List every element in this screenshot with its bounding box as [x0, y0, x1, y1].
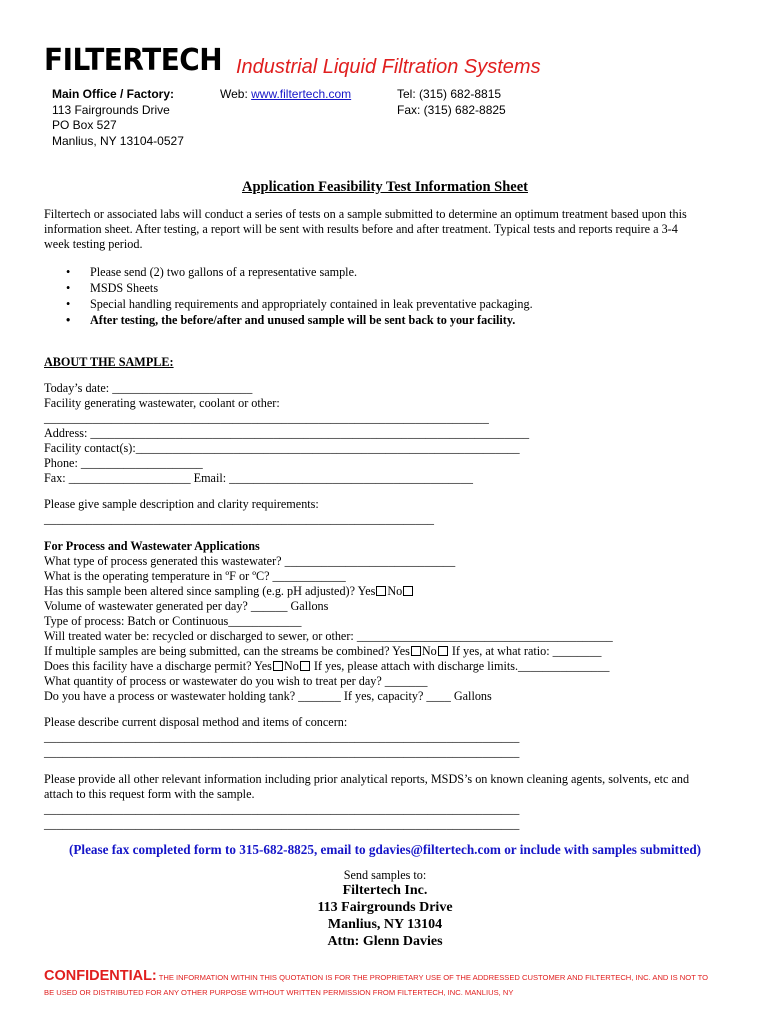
page-title: Application Feasibility Test Information Sheet — [242, 179, 528, 195]
sample-description-field[interactable]: ________________________________________________________________ — [44, 512, 434, 526]
other-info-line-2: attach to this request form with the sample. — [44, 787, 255, 801]
ship-attn: Attn: Glenn Davies — [327, 934, 443, 949]
intro-line-3: week testing period. — [44, 237, 143, 251]
facility-contacts-field[interactable]: Facility contact(s):_______________________________________________________________ — [44, 441, 520, 455]
yes-checkbox[interactable] — [411, 646, 421, 656]
about-heading: ABOUT THE SAMPLE: — [44, 355, 174, 369]
confidential-text-line-2: BE USED OR DISTRIBUTED FOR ANY OTHER PURPOSE WITHOUT WRITTEN PERMISSION FROM FILTERTECH, INC. MANLIUS, NY — [44, 988, 514, 997]
website-link[interactable]: www.filtertech.com — [251, 87, 352, 101]
ship-company: Filtertech Inc. — [342, 883, 428, 898]
company-logo: FILTERTECH — [44, 43, 223, 78]
disposal-label: Please describe current disposal method and items of concern: — [44, 715, 348, 729]
address-line-3: Manlius, NY 13104-0527 — [52, 133, 184, 148]
disposal-field-2[interactable]: ______________________________________________________________________________ — [44, 745, 520, 759]
todays-date-field[interactable]: Today’s date: _______________________ — [44, 381, 253, 395]
treated-water-field[interactable]: Will treated water be: recycled or discharged to sewer, or other: __________________________________________ — [44, 629, 613, 643]
fax-notice: (Please fax completed form to 315-682-8825, email to gdavies@filtertech.com or include with samples submitted) — [68, 842, 702, 857]
facility-generating-label: Facility generating wastewater, coolant or other: — [44, 396, 280, 410]
ship-to-address — [0, 882, 770, 950]
list-item: • After testing, the before/after and unused sample will be sent back to your facility. — [66, 313, 516, 327]
requirements-list — [44, 264, 533, 328]
no-checkbox[interactable] — [438, 646, 448, 656]
address-field[interactable]: Address: ________________________________________________________________________ — [44, 426, 530, 440]
facility-generating-field[interactable]: _________________________________________________________________________ — [44, 411, 489, 425]
process-type-field[interactable]: What type of process generated this wastewater? ____________________________ — [44, 554, 456, 568]
ship-street: 113 Fairgrounds Drive — [317, 900, 453, 915]
confidential-text-line-1: THE INFORMATION WITHIN THIS QUOTATION IS FOR THE PROPRIETARY USE OF THE ADDRESSED CUSTOMER AND FILTERTECH, INC. AND IS NOT TO — [156, 973, 709, 982]
other-info-field-2[interactable]: ______________________________________________________________________________ — [44, 817, 520, 831]
send-samples-label: Send samples to: — [343, 868, 427, 882]
operating-temp-field[interactable]: What is the operating temperature in ºF or ºC? ____________ — [44, 569, 346, 583]
office-address-block — [52, 87, 184, 149]
confidential-footer — [44, 968, 708, 986]
sample-altered-question: Has this sample been altered since sampling (e.g. pH adjusted)? Yes No — [44, 584, 414, 599]
contact-numbers — [397, 87, 506, 118]
combine-streams-question: If multiple samples are being submitted, can the streams be combined? Yes No If yes, at what ratio: ________ — [44, 644, 602, 658]
process-heading: For Process and Wastewater Applications — [44, 539, 260, 553]
intro-paragraph — [44, 207, 687, 252]
other-info-field-1[interactable]: ______________________________________________________________________________ — [44, 802, 520, 816]
yes-checkbox[interactable] — [376, 586, 386, 596]
other-info-line-1: Please provide all other relevant information including prior analytical reports, MSDS’s on known cleaning agents, solvents, etc and — [44, 772, 690, 786]
list-item: • Please send (2) two gallons of a representative sample. — [66, 265, 358, 279]
fax-number: Fax: (315) 682-8825 — [397, 102, 506, 117]
disposal-field-1[interactable]: ______________________________________________________________________________ — [44, 730, 520, 744]
intro-line-2: information sheet. After testing, a report will be sent with results before and after treatment. Typical tests and reports require a 3-4 — [44, 222, 678, 236]
ship-city: Manlius, NY 13104 — [327, 917, 443, 932]
list-item: • MSDS Sheets — [66, 281, 159, 295]
process-mode-field[interactable]: Type of process: Batch or Continuous____________ — [44, 614, 302, 628]
phone-field[interactable]: Phone: ____________________ — [44, 456, 203, 470]
office-label: Main Office / Factory: — [52, 87, 175, 101]
discharge-permit-question: Does this facility have a discharge permit? Yes No If yes, please attach with discharge limits._______________ — [44, 659, 610, 673]
no-checkbox[interactable] — [300, 661, 310, 671]
company-tagline: Industrial Liquid Filtration Systems — [236, 56, 541, 78]
web-label: Web: — [220, 87, 252, 101]
tel-number: Tel: (315) 682-8815 — [397, 87, 502, 101]
list-item: • Special handling requirements and appropriately contained in leak preventative packaging. — [66, 297, 533, 311]
sample-description-label: Please give sample description and clarity requirements: — [44, 497, 319, 511]
fax-email-field[interactable]: Fax: ____________________ Email: ________________________________________ — [44, 471, 473, 485]
holding-tank-field[interactable]: Do you have a process or wastewater holding tank? _______ If yes, capacity? ____ Gallons — [44, 689, 492, 703]
address-line-1: 113 Fairgrounds Drive — [52, 102, 170, 117]
no-checkbox[interactable] — [403, 586, 413, 596]
volume-field[interactable]: Volume of wastewater generated per day? ______ Gallons — [44, 599, 329, 613]
address-line-2: PO Box 527 — [52, 118, 117, 132]
web-line — [220, 87, 351, 103]
confidential-label: CONFIDENTIAL: — [44, 968, 157, 984]
intro-line-1: Filtertech or associated labs will conduct a series of tests on a sample submitted to determine an optimum treatment based upon this — [44, 207, 687, 221]
yes-checkbox[interactable] — [273, 661, 283, 671]
treat-quantity-field[interactable]: What quantity of process or wastewater do you wish to treat per day? _______ — [44, 674, 428, 688]
